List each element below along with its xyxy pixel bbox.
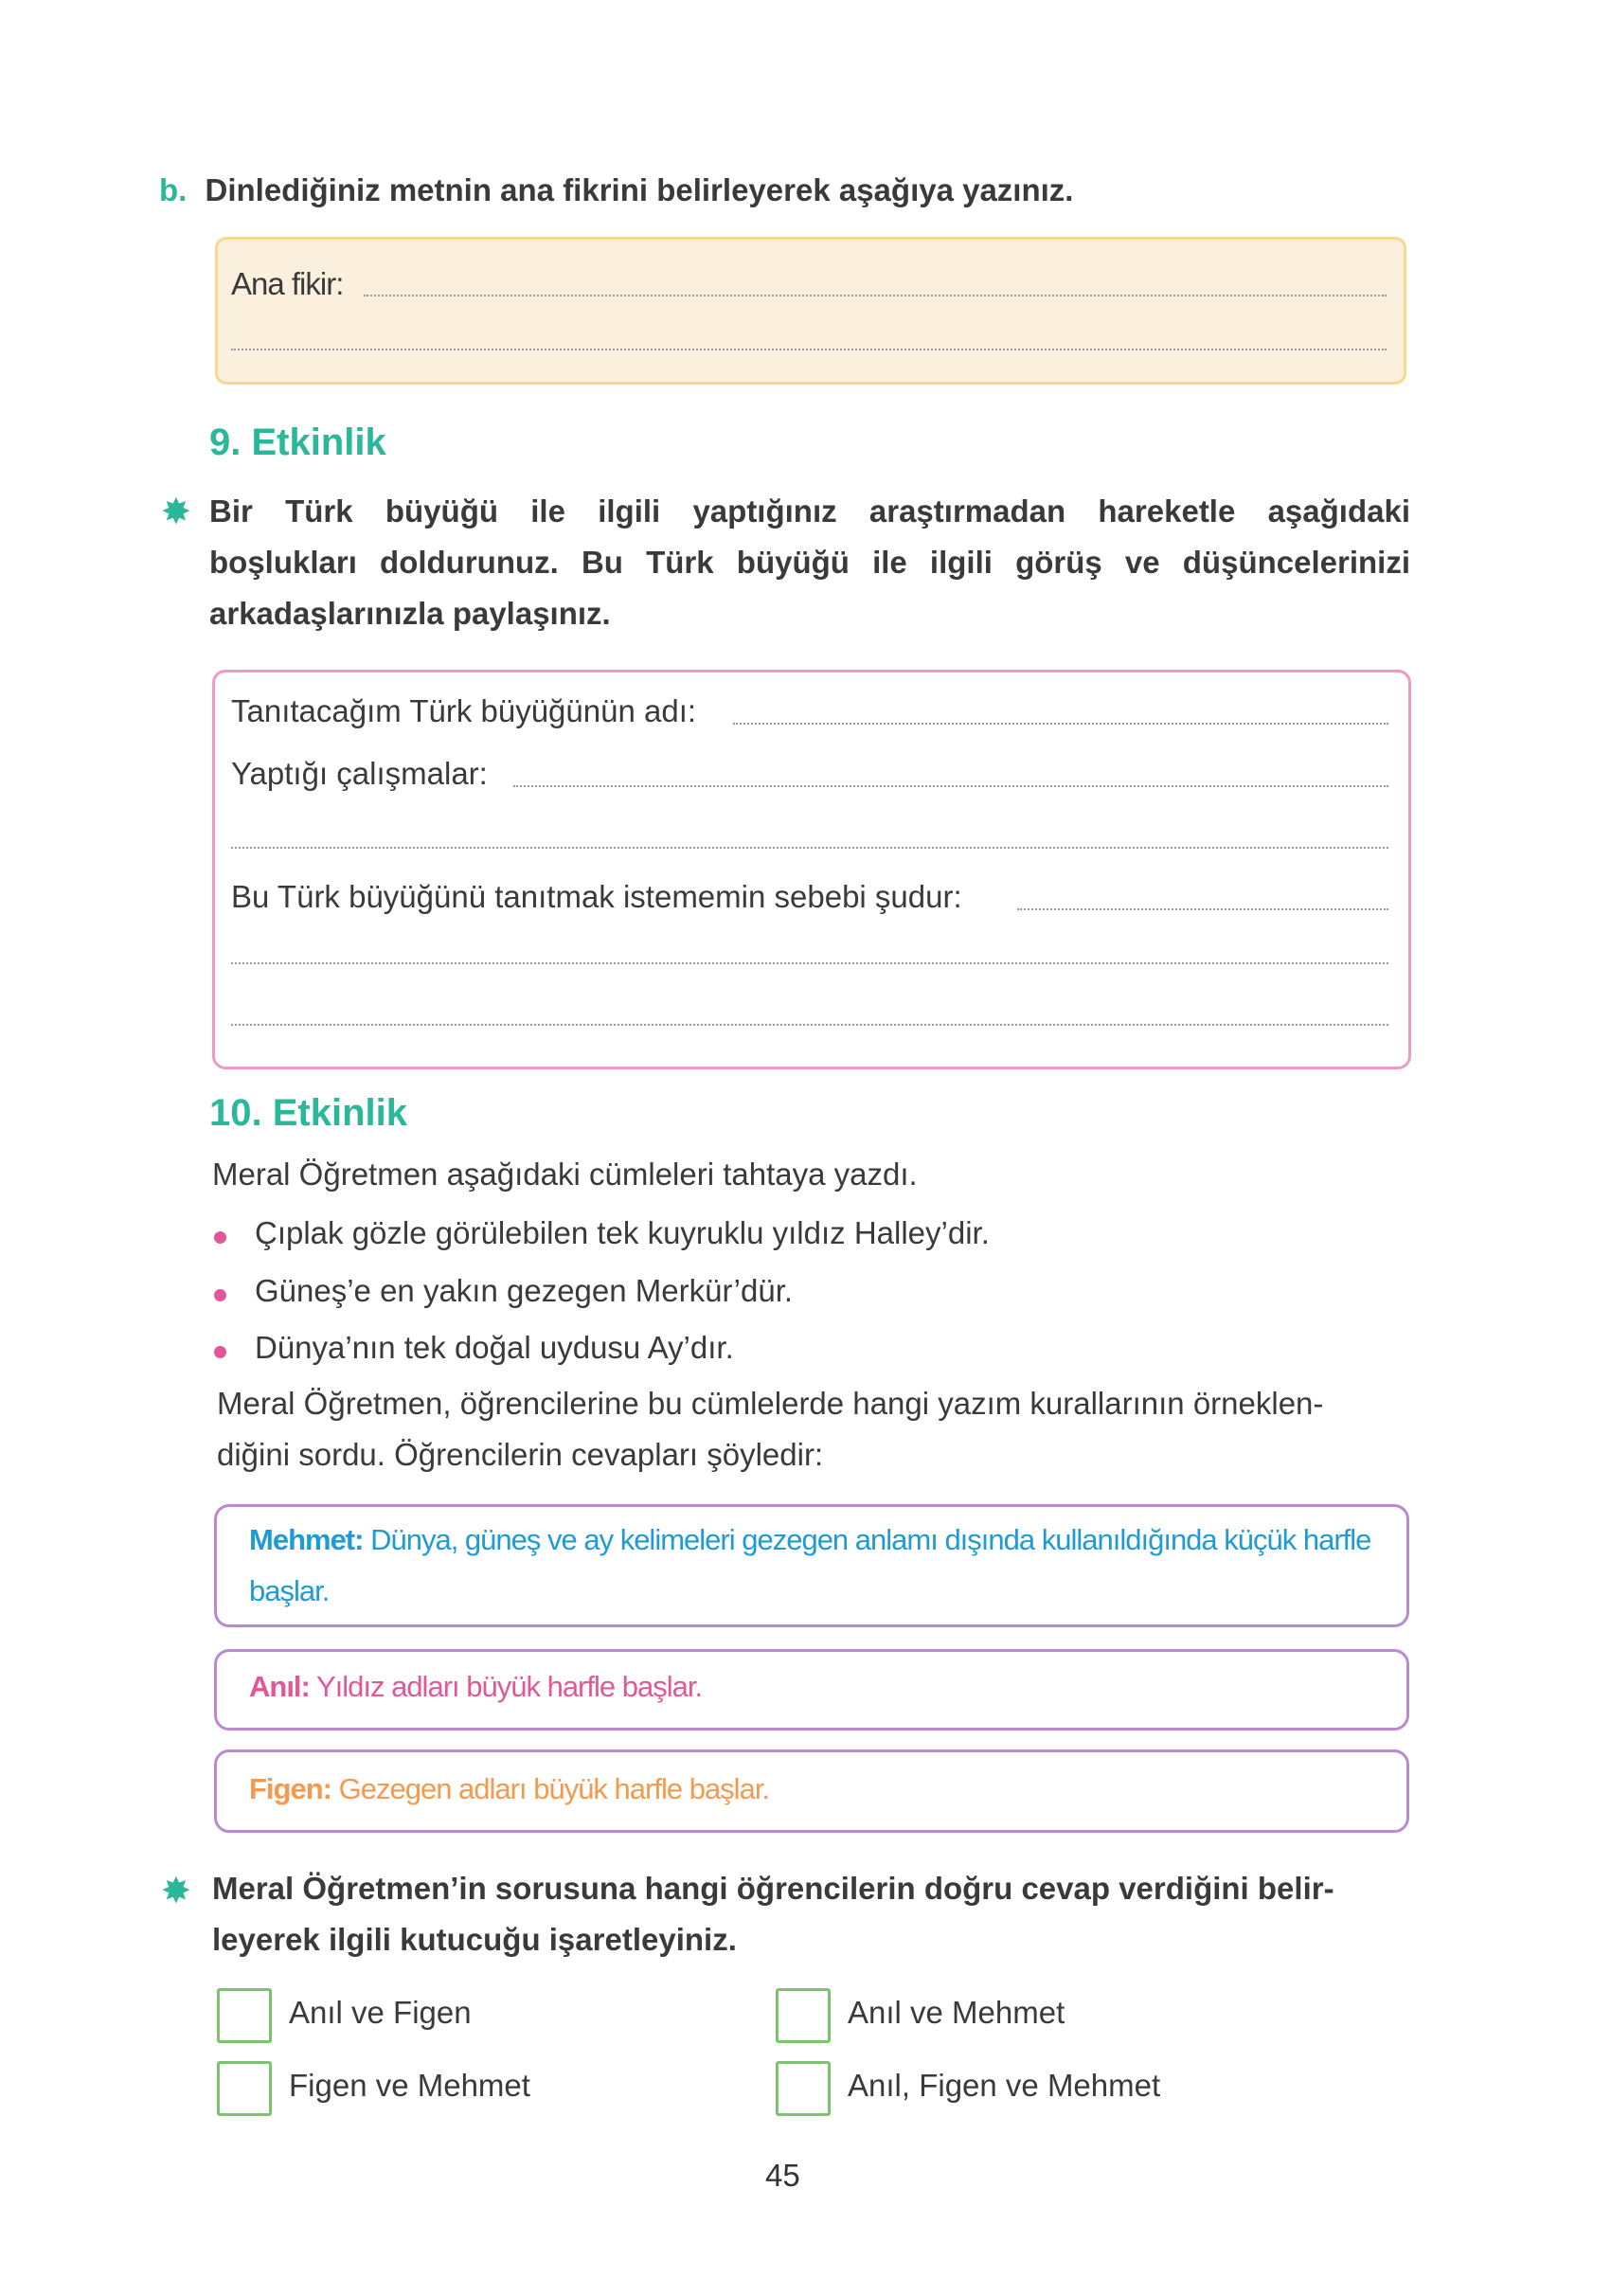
answer-anil [214, 1649, 1409, 1731]
bullet-icon [214, 1346, 226, 1358]
activity-9-title: 9. Etkinlik [209, 422, 386, 463]
answer-text: Yıldız adları büyük harfle başlar. [315, 1670, 703, 1703]
checkbox-anil-figen[interactable] [217, 1988, 272, 2043]
bullet-sentence: Çıplak gözle görülebilen tek kuyruklu yıldız Halley’dir. [255, 1215, 990, 1250]
part-b-heading [159, 165, 1073, 216]
option-label: Anıl ve Figen [289, 1995, 472, 2030]
student-name: Figen: [249, 1772, 331, 1805]
page-number: 45 [765, 2158, 800, 2193]
part-letter: b. [159, 172, 188, 207]
field-reason-line[interactable] [1017, 908, 1388, 910]
part-b-instruction: Dinlediğiniz metnin ana fikrini belirleyerek aşağıya yazınız. [205, 172, 1074, 207]
activity-10-title: 10. Etkinlik [209, 1092, 407, 1134]
field-works-line-2[interactable] [231, 847, 1388, 849]
answer-text: Dünya, güneş ve ay kelimeleri gezegen anlamı dışında kullanıldığında küçük harfle [370, 1523, 1371, 1556]
field-reason-label: Bu Türk büyüğünü tanıtmak istememin sebebi şudur: [231, 879, 962, 914]
bullet-icon [214, 1231, 226, 1244]
checkbox-figen-mehmet[interactable] [217, 2061, 272, 2116]
instruction-line: boşlukları doldurunuz. Bu Türk büyüğü ile ilgili görüş ve düşüncelerinizi [209, 545, 1410, 580]
student-name: Anıl: [249, 1670, 310, 1703]
star-icon: ✸ [161, 493, 191, 532]
bullet-sentence: Dünya’nın tek doğal uydusu Ay’dır. [255, 1330, 734, 1365]
activity-10-intro: Meral Öğretmen aşağıdaki cümleleri tahtaya yazdı. [212, 1157, 918, 1192]
star-icon: ✸ [161, 1872, 191, 1911]
instruction-line: Bir Türk büyüğü ile ilgili yaptığınız araştırmadan hareketle aşağıdaki [209, 493, 1410, 529]
answer-figen [214, 1749, 1409, 1833]
student-name: Mehmet: [249, 1523, 364, 1556]
bullet-sentence: Güneş’e en yakın gezegen Merkür’dür. [255, 1273, 794, 1308]
main-idea-box [215, 237, 1406, 385]
field-name-line[interactable] [733, 723, 1388, 725]
bullet-icon [214, 1289, 226, 1301]
instruction-line: arkadaşlarınızla paylaşınız. [209, 596, 611, 631]
checkbox-all-three[interactable] [776, 2061, 831, 2116]
task-line: leyerek ilgili kutucuğu işaretleyiniz. [212, 1922, 737, 1957]
field-name-label: Tanıtacağım Türk büyüğünün adı: [231, 693, 697, 728]
main-idea-label: Ana fikir: [231, 266, 344, 301]
option-label: Figen ve Mehmet [289, 2068, 530, 2103]
answer-mehmet [214, 1504, 1409, 1627]
field-works-line[interactable] [513, 785, 1388, 787]
task-line: Meral Öğretmen’in sorusuna hangi öğrencilerin doğru cevap verdiğini belir- [212, 1871, 1334, 1906]
task-instruction [212, 1863, 1334, 1965]
field-reason-line-2[interactable] [231, 962, 1388, 964]
answer-text: Gezegen adları büyük harfle başlar. [338, 1772, 770, 1805]
checkbox-anil-mehmet[interactable] [776, 1988, 831, 2043]
question-line: Meral Öğretmen, öğrencilerine bu cümlelerde hangi yazım kurallarının örneklen- [217, 1386, 1324, 1421]
field-works-label: Yaptığı çalışmalar: [231, 756, 488, 791]
field-reason-line-3[interactable] [231, 1024, 1388, 1026]
research-box [212, 670, 1411, 1069]
option-label: Anıl ve Mehmet [848, 1995, 1065, 2030]
question-line: diğini sordu. Öğrencilerin cevapları şöyledir: [217, 1437, 824, 1472]
activity-9-instruction [209, 486, 1410, 639]
main-idea-line-2[interactable] [231, 349, 1387, 350]
answer-text: başlar. [249, 1574, 330, 1607]
option-label: Anıl, Figen ve Mehmet [848, 2068, 1161, 2103]
main-idea-line-1[interactable] [364, 295, 1387, 296]
